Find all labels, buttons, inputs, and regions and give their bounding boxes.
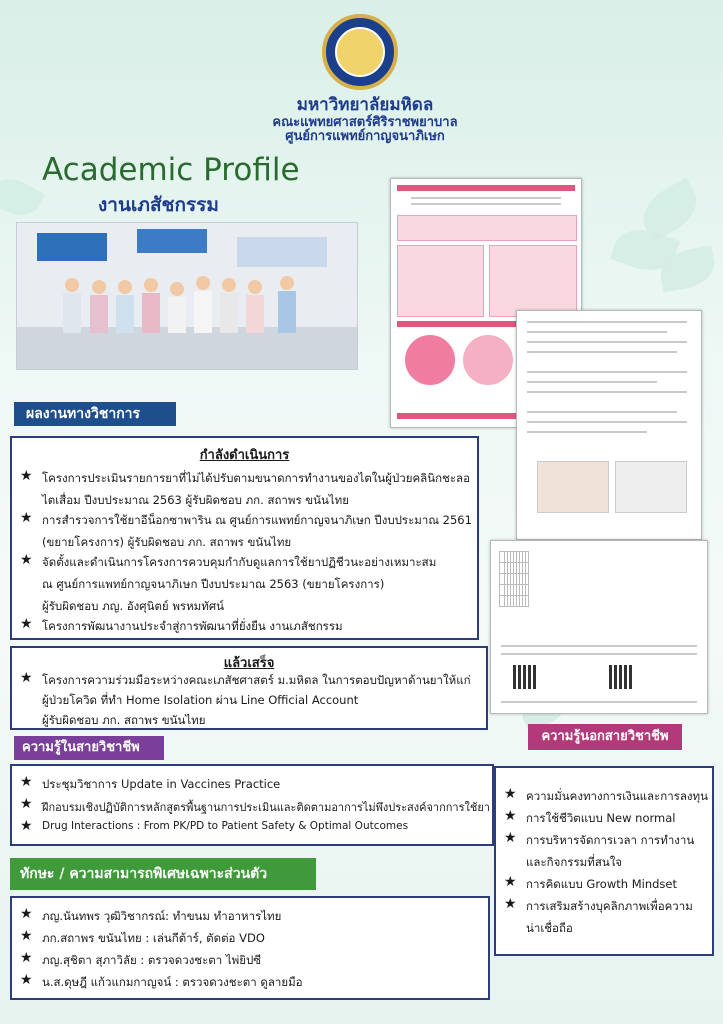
background-leaf bbox=[0, 170, 45, 224]
star-bullet-icon: ★ bbox=[20, 796, 33, 812]
outside-item: น่าเชื่อถือ bbox=[526, 921, 573, 935]
star-bullet-icon: ★ bbox=[20, 928, 33, 944]
star-bullet-icon: ★ bbox=[20, 468, 33, 484]
star-bullet-icon: ★ bbox=[20, 510, 33, 526]
star-bullet-icon: ★ bbox=[20, 616, 33, 632]
outside-item: การใช้ชีวิตแบบ New normal bbox=[526, 811, 676, 825]
professional-knowledge-heading: ความรู้ในสายวิชาชีพ bbox=[14, 736, 164, 760]
completed-item: ผู้ป่วยโควิด ที่ทำ Home Isolation ผ่าน Line Official Account bbox=[42, 693, 359, 707]
completed-item: โครงการความร่วมมือระหว่างคณะเภสัชศาสตร์ ม.มหิดล ในการตอบปัญหาด้านยาให้แก่ bbox=[42, 673, 471, 687]
skill-item: ภญ.สุชิตา สุภาวิลัย : ตรวจดวงชะตา ไพ่ยิปซี bbox=[42, 953, 262, 967]
outside-item: ความมั่นคงทางการเงินและการลงทุน bbox=[526, 789, 708, 803]
outside-knowledge-heading: ความรู้นอกสายวิชาชีพ bbox=[528, 724, 682, 750]
star-bullet-icon: ★ bbox=[20, 818, 33, 834]
center-name: ศูนย์การแพทย์กาญจนาภิเษก bbox=[285, 129, 445, 145]
university-name: มหาวิทยาลัยมหิดล bbox=[296, 95, 434, 115]
group-photo-illustration bbox=[17, 223, 357, 369]
in-progress-panel bbox=[10, 436, 479, 640]
outside-knowledge-panel bbox=[494, 766, 714, 956]
completed-panel bbox=[10, 646, 488, 730]
star-bullet-icon: ★ bbox=[20, 972, 33, 988]
professional-item: ฝึกอบรมเชิงปฏิบัติการหลักสูตรพื้นฐานการประเมินและติดตามอาการไม่พึงประสงค์จากการใช้ยา bbox=[42, 801, 490, 814]
professional-knowledge-panel bbox=[10, 764, 494, 846]
institution-header bbox=[240, 96, 490, 145]
special-skills-heading: ทักษะ / ความสามารถพิเศษเฉพาะส่วนตัว bbox=[10, 858, 316, 890]
skill-item: ภก.สถาพร ขนันไทย : เล่นกีต้าร์, ตัดต่อ VDO bbox=[42, 931, 265, 945]
star-bullet-icon: ★ bbox=[20, 670, 33, 686]
university-seal-icon bbox=[322, 14, 398, 90]
outside-item: และกิจกรรมที่สนใจ bbox=[526, 855, 623, 869]
star-bullet-icon: ★ bbox=[504, 830, 517, 846]
outside-item: การคิดแบบ Growth Mindset bbox=[526, 877, 677, 891]
star-bullet-icon: ★ bbox=[504, 874, 517, 890]
page-title: Academic Profile bbox=[42, 152, 300, 188]
research-poster-3 bbox=[490, 540, 708, 714]
group-photo bbox=[16, 222, 358, 370]
star-bullet-icon: ★ bbox=[20, 774, 33, 790]
skill-item: น.ส.ดุษฎี แก้วแกมกาญจน์ : ตรวจดวงชะตา ดูลายมือ bbox=[42, 975, 303, 989]
in-progress-label: กำลังดำเนินการ bbox=[199, 448, 290, 463]
in-progress-item: โครงการประเมินรายการยาที่ไม่ได้ปรับตามขนาดการทำงานของไตในผู้ป่วยคลินิกชะลอ bbox=[42, 471, 470, 485]
in-progress-item: ไตเสื่อม ปีงบประมาณ 2563 ผู้รับผิดชอบ ภก. สถาพร ขนันไทย bbox=[42, 493, 349, 507]
star-bullet-icon: ★ bbox=[504, 786, 517, 802]
star-bullet-icon: ★ bbox=[20, 950, 33, 966]
in-progress-item: การสำรวจการใช้ยาอีน็อกซาพาริน ณ ศูนย์การแพทย์กาญจนาภิเษก ปีงบประมาณ 2561 bbox=[42, 513, 472, 527]
skill-item: ภญ.นันทพร วุฒิวิชากรณ์: ทำขนม ทำอาหารไทย bbox=[42, 909, 282, 923]
professional-item: Drug Interactions : From PK/PD to Patient Safety & Optimal Outcomes bbox=[42, 820, 409, 832]
in-progress-item: (ขยายโครงการ) ผู้รับผิดชอบ ภก. สถาพร ขนันไทย bbox=[42, 535, 292, 549]
star-bullet-icon: ★ bbox=[504, 896, 517, 912]
completed-item: ผู้รับผิดชอบ ภก. สถาพร ขนันไทย bbox=[42, 713, 206, 727]
in-progress-item: ณ ศูนย์การแพทย์กาญจนาภิเษก ปีงบประมาณ 2563 (ขยายโครงการ) bbox=[42, 577, 385, 591]
in-progress-item: จัดตั้งและดำเนินการโครงการควบคุมกำกับดูแลการใช้ยาปฏิชีวนะอย่างเหมาะสม bbox=[42, 555, 437, 569]
faculty-name: คณะแพทยศาสตร์ศิริราชพยาบาล bbox=[272, 114, 458, 130]
special-skills-panel bbox=[10, 896, 490, 1000]
department-title: งานเภสัชกรรม bbox=[98, 194, 219, 216]
in-progress-item: โครงการพัฒนางานประจำสู่การพัฒนาที่ยั่งยืน งานเภสัชกรรม bbox=[42, 619, 343, 633]
star-bullet-icon: ★ bbox=[20, 552, 33, 568]
professional-item: ประชุมวิชาการ Update in Vaccines Practice bbox=[42, 777, 281, 791]
star-bullet-icon: ★ bbox=[504, 808, 517, 824]
in-progress-item: ผู้รับผิดชอบ ภญ. อังศุนิตย์ พรหมทัศน์ bbox=[42, 599, 224, 613]
poster-table bbox=[499, 551, 529, 607]
academic-works-heading: ผลงานทางวิชาการ bbox=[14, 402, 176, 426]
completed-label: แล้วเสร็จ bbox=[223, 656, 275, 671]
outside-item: การบริหารจัดการเวลา การทำงาน bbox=[526, 833, 695, 847]
outside-item: การเสริมสร้างบุคลิกภาพเพื่อความ bbox=[526, 899, 693, 913]
star-bullet-icon: ★ bbox=[20, 906, 33, 922]
research-poster-2 bbox=[516, 310, 702, 540]
